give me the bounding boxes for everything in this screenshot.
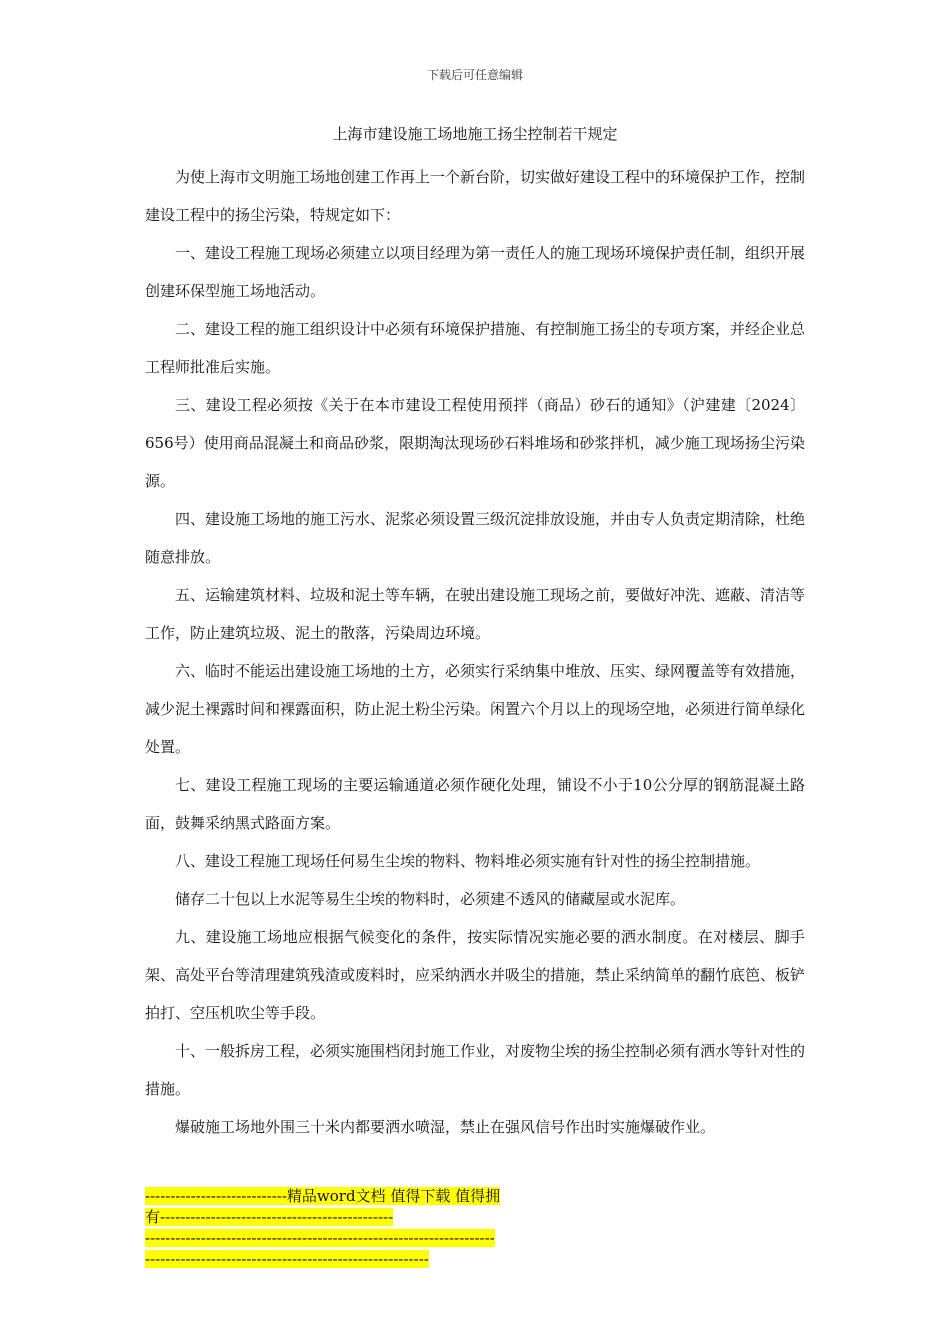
paragraph-1: 一、建设工程施工现场必须建立以项目经理为第一责任人的施工现场环境保护责任制，组织开展创建环保型施工场地活动。 [145,244,806,300]
paragraph-2: 二、建设工程的施工组织设计中必须有环境保护措施、有控制施工扬尘的专项方案，并经企业总工程师批准后实施。 [145,320,806,376]
paragraph-4: 四、建设施工场地的施工污水、泥浆必须设置三级沉淀排放设施，并由专人负责定期清除，杜绝随意排放。 [145,510,806,566]
footer-highlight-banner [145,1186,810,1270]
paragraph-intro: 为使上海市文明施工场地创建工作再上一个新台阶，切实做好建设工程中的环境保护工作，控制建设工程中的扬尘污染，特规定如下： [145,168,806,224]
paragraph-7: 七、建设工程施工现场的主要运输通道必须作硬化处理，铺设不小于10公分厚的钢筋混凝土路面，鼓舞采纳黑式路面方案。 [145,776,805,832]
paragraph-5: 五、运输建筑材料、垃圾和泥土等车辆，在驶出建设施工现场之前，要做好冲洗、遮蔽、清洁等工作，防止建筑垃圾、泥土的散落，污染周边环境。 [145,586,806,642]
paragraph-10: 十、一般拆房工程，必须实施围档闭封施工作业，对废物尘埃的扬尘控制必须有洒水等针对性的措施。 [145,1042,806,1098]
document-body [145,158,805,1146]
page-header-note: 下载后可任意编辑 [426,68,523,82]
paragraph-blasting: 爆破施工场地外围三十米内都要洒水喷湿，禁止在强风信号作出时实施爆破作业。 [175,1118,716,1136]
footer-line-4: -------------------------------------------------------- [145,1250,429,1268]
paragraph-9: 九、建设施工场地应根据气候变化的条件，按实际情况实施必要的洒水制度。在对楼层、脚手架、高处平台等清理建筑残渣或废料时，应采纳洒水并吸尘的措施，禁止采纳简单的翻竹底笆、板铲拍打、空压机吹尘等手段。 [145,928,806,1022]
paragraph-6: 六、临时不能运出建设施工场地的土方，必须实行采纳集中堆放、压实、绿网覆盖等有效措施，减少泥土裸露时间和裸露面积，防止泥土粉尘污染。闲置六个月以上的现场空地，必须进行简单绿化处置。 [145,662,806,756]
paragraph-8-cement: 储存二十包以上水泥等易生尘埃的物料时，必须建不透风的储藏屋或水泥库。 [175,890,686,908]
paragraph-8: 八、建设工程施工现场任何易生尘埃的物料、物料堆必须实施有针对性的扬尘控制措施。 [175,852,761,870]
document-title: 上海市建设施工场地施工扬尘控制若干规定 [332,125,618,143]
paragraph-3: 三、建设工程必须按《关于在本市建设工程使用预拌（商品）砂石的通知》（沪建建〔2024〕656号）使用商品混凝土和商品砂浆，限期淘汰现场砂石料堆场和砂浆拌机，减少施工现场扬尘污染源。 [145,396,805,490]
footer-line-2: 有---------------------------------------------- [145,1208,394,1226]
footer-line-3: --------------------------------------------------------------------- [145,1229,495,1247]
footer-line-1: ----------------------------精品word文档 值得下载 值得拥 [145,1187,501,1205]
